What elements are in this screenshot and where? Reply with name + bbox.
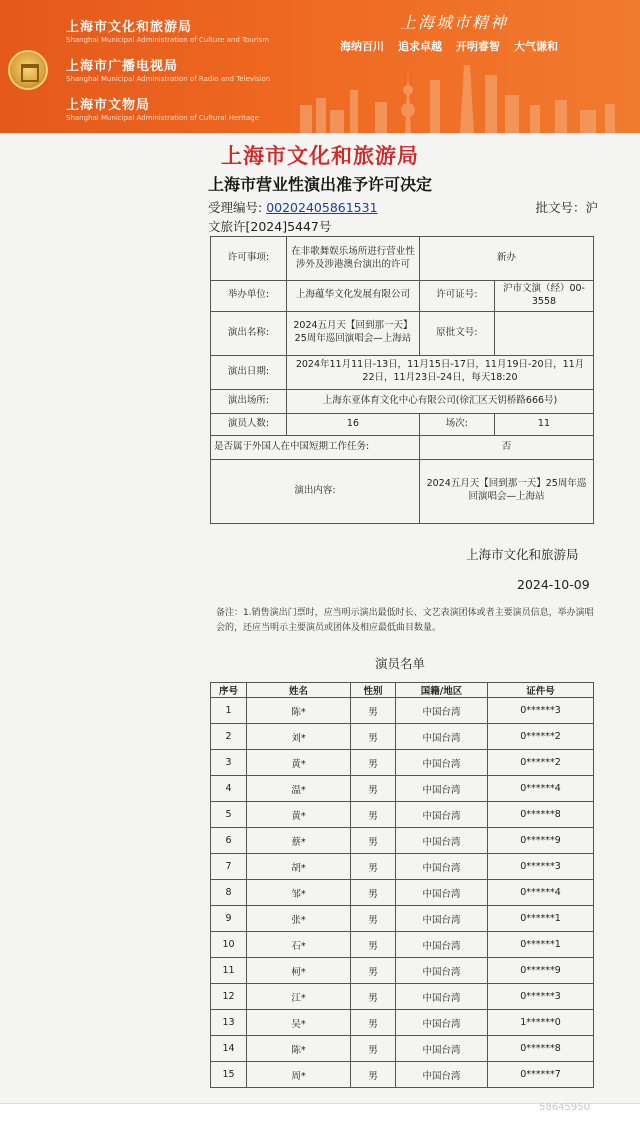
table-cell: 男 [351,828,396,854]
slogan: 海纳百川 [340,40,384,53]
header-banner [0,0,640,133]
document-title: 上海市文化和旅游局 [221,144,419,168]
table-cell: 2 [211,724,247,750]
table-row [211,237,594,281]
slogan: 开明睿智 [456,40,500,53]
table-cell: 0******1 [488,906,594,932]
table-cell: 中国台湾 [396,724,488,750]
table-cell: 男 [351,724,396,750]
org-name-en: Shanghai Municipal Administration of Radio and Television [66,75,271,83]
document-subtitle: 上海市营业性演出准予许可决定 [207,175,432,194]
table-cell: 中国台湾 [396,828,488,854]
table-cell: 0******8 [488,1036,594,1062]
cell-label: 演出内容: [211,459,420,523]
table-cell: 0******8 [488,802,594,828]
table-cell: 温* [247,776,351,802]
table-cell: 0******7 [488,1062,594,1088]
table-cell: 男 [351,698,396,724]
emblem-icon [8,50,48,90]
table-cell: 11 [211,958,247,984]
cell-value: 16 [287,413,420,435]
org-culture-tourism [66,16,269,44]
table-cell: 蔡* [247,828,351,854]
table-cell: 中国台湾 [396,932,488,958]
table-row [211,932,594,958]
skyline-illustration [280,60,640,133]
cast-table-body [211,698,594,1088]
cell-label: 场次: [419,413,494,435]
table-cell: 邹* [247,880,351,906]
table-cell: 男 [351,1010,396,1036]
table-cell: 男 [351,1062,396,1088]
table-row [211,435,594,459]
table-row [211,802,594,828]
table-cell: 9 [211,906,247,932]
table-cell: 0******3 [488,854,594,880]
slogan-list [340,38,558,54]
issuer-name: 上海市文化和旅游局 [466,547,579,562]
cell-label: 是否属于外国人在中国短期工作任务: [211,435,420,459]
table-cell: 1 [211,698,247,724]
table-cell: 男 [351,854,396,880]
reference-line [208,198,598,216]
table-cell: 0******9 [488,828,594,854]
table-row [211,1062,594,1088]
approval-label: 批文号：沪 [535,200,598,215]
table-row [211,750,594,776]
table-cell: 周* [247,1062,351,1088]
issue-date: 2024-10-09 [517,577,590,592]
table-cell: 黄* [247,802,351,828]
col-header: 性别 [351,683,396,698]
org-name-en: Shanghai Municipal Administration of Culture and Tourism [66,36,270,44]
cell-value: 2024五月天【回到那一天】25周年巡回演唱会—上海站 [287,311,420,355]
org-name-en: Shanghai Municipal Administration of Cultural Heritage [66,114,259,122]
cell-label: 演出名称: [211,311,287,355]
org-radio-tv [66,55,270,83]
cell-value: 上海蕴华文化发展有限公司 [287,281,420,312]
table-row [211,355,594,389]
table-cell: 柯* [247,958,351,984]
watermark: 58645950 [539,1102,590,1113]
ref-number-link[interactable]: 00202405861531 [266,200,378,215]
table-cell: 0******3 [488,698,594,724]
table-cell: 男 [351,776,396,802]
table-row [211,958,594,984]
table-cell: 中国台湾 [396,1036,488,1062]
table-cell: 江* [247,984,351,1010]
table-cell: 中国台湾 [396,776,488,802]
table-cell: 中国台湾 [396,984,488,1010]
table-cell: 0******1 [488,932,594,958]
table-cell: 中国台湾 [396,958,488,984]
table-cell: 0******4 [488,880,594,906]
cell-value: 新办 [419,237,593,281]
table-cell: 中国台湾 [396,906,488,932]
table-cell: 5 [211,802,247,828]
table-cell: 中国台湾 [396,854,488,880]
table-cell: 7 [211,854,247,880]
table-cell: 中国台湾 [396,750,488,776]
table-cell: 男 [351,802,396,828]
table-row [211,389,594,413]
cell-value: 2024年11月11日-13日，11月15日-17日，11月19日-20日，11月22日，11月23日-24日，每天18:20 [287,355,594,389]
table-cell: 13 [211,1010,247,1036]
table-cell: 中国台湾 [396,698,488,724]
cell-label: 许可证号: [419,281,494,312]
col-header: 序号 [211,683,247,698]
table-row [211,1010,594,1036]
table-cell: 黄* [247,750,351,776]
table-cell: 0******2 [488,724,594,750]
table-row [211,854,594,880]
table-cell: 12 [211,984,247,1010]
table-row [211,906,594,932]
table-cell: 0******3 [488,984,594,1010]
table-row [211,281,594,312]
table-cell: 中国台湾 [396,880,488,906]
cell-value: 11 [494,413,593,435]
table-row [211,880,594,906]
table-cell: 4 [211,776,247,802]
table-row [211,984,594,1010]
table-row [211,1036,594,1062]
cell-value: 2024五月天【回到那一天】25周年巡回演唱会—上海站 [419,459,593,523]
table-cell: 男 [351,906,396,932]
slogan-title: 上海城市精神 [400,13,509,32]
table-row [211,828,594,854]
cell-label: 演员人数: [211,413,287,435]
cell-label: 原批文号: [419,311,494,355]
table-cell: 男 [351,958,396,984]
table-cell: 男 [351,932,396,958]
slogan: 大气谦和 [514,40,558,53]
col-header: 国籍/地区 [396,683,488,698]
org-cultural-heritage [66,94,259,122]
cell-label: 举办单位: [211,281,287,312]
table-cell: 男 [351,984,396,1010]
table-cell: 张* [247,906,351,932]
table-row [211,459,594,523]
org-name-zh: 上海市广播电视局 [66,59,179,74]
table-row [211,311,594,355]
table-cell: 刘* [247,724,351,750]
table-header-row [211,683,594,698]
table-cell: 中国台湾 [396,1010,488,1036]
org-name-zh: 上海市文化和旅游局 [66,20,193,35]
table-cell: 胡* [247,854,351,880]
table-cell: 石* [247,932,351,958]
cell-label: 演出日期: [211,355,287,389]
permit-table [210,236,594,524]
table-cell: 0******2 [488,750,594,776]
table-cell: 15 [211,1062,247,1088]
table-row [211,413,594,435]
table-cell: 3 [211,750,247,776]
table-cell: 0******9 [488,958,594,984]
remark-note: 备注：1.销售演出门票时，应当明示演出最低时长、文艺表演团体或者主要演员信息，举办演唱会的，还应当明示主要演员或团体及相应最低曲目数量。 [216,608,594,634]
table-cell: 男 [351,1036,396,1062]
cast-list-title: 演员名单 [374,656,425,671]
table-cell: 中国台湾 [396,1062,488,1088]
table-cell: 吴* [247,1010,351,1036]
ref-label: 受理编号: [208,200,263,215]
cell-value: 在非歌舞娱乐场所进行营业性涉外及涉港澳台演出的许可 [287,237,420,281]
table-cell: 男 [351,750,396,776]
approval-number: 文旅许[2024]5447号 [208,219,332,234]
cell-value: 否 [419,435,593,459]
cell-label: 演出场所: [211,389,287,413]
table-cell: 14 [211,1036,247,1062]
table-cell: 1******0 [488,1010,594,1036]
table-cell: 中国台湾 [396,802,488,828]
table-cell: 8 [211,880,247,906]
col-header: 姓名 [247,683,351,698]
table-cell: 男 [351,880,396,906]
table-row [211,698,594,724]
cell-value [494,311,593,355]
cell-label: 许可事项: [211,237,287,281]
cell-value: 上海东亚体育文化中心有限公司(徐汇区天钥桥路666号) [287,389,594,413]
table-cell: 陈* [247,1036,351,1062]
col-header: 证件号 [488,683,594,698]
cast-table [210,682,594,1088]
org-name-zh: 上海市文物局 [66,98,151,113]
table-cell: 0******4 [488,776,594,802]
table-cell: 10 [211,932,247,958]
table-cell: 陈* [247,698,351,724]
cell-value: 沪市文演（经）00-3558 [494,281,593,312]
table-cell: 6 [211,828,247,854]
table-row [211,724,594,750]
slogan: 追求卓越 [398,40,442,53]
table-row [211,776,594,802]
